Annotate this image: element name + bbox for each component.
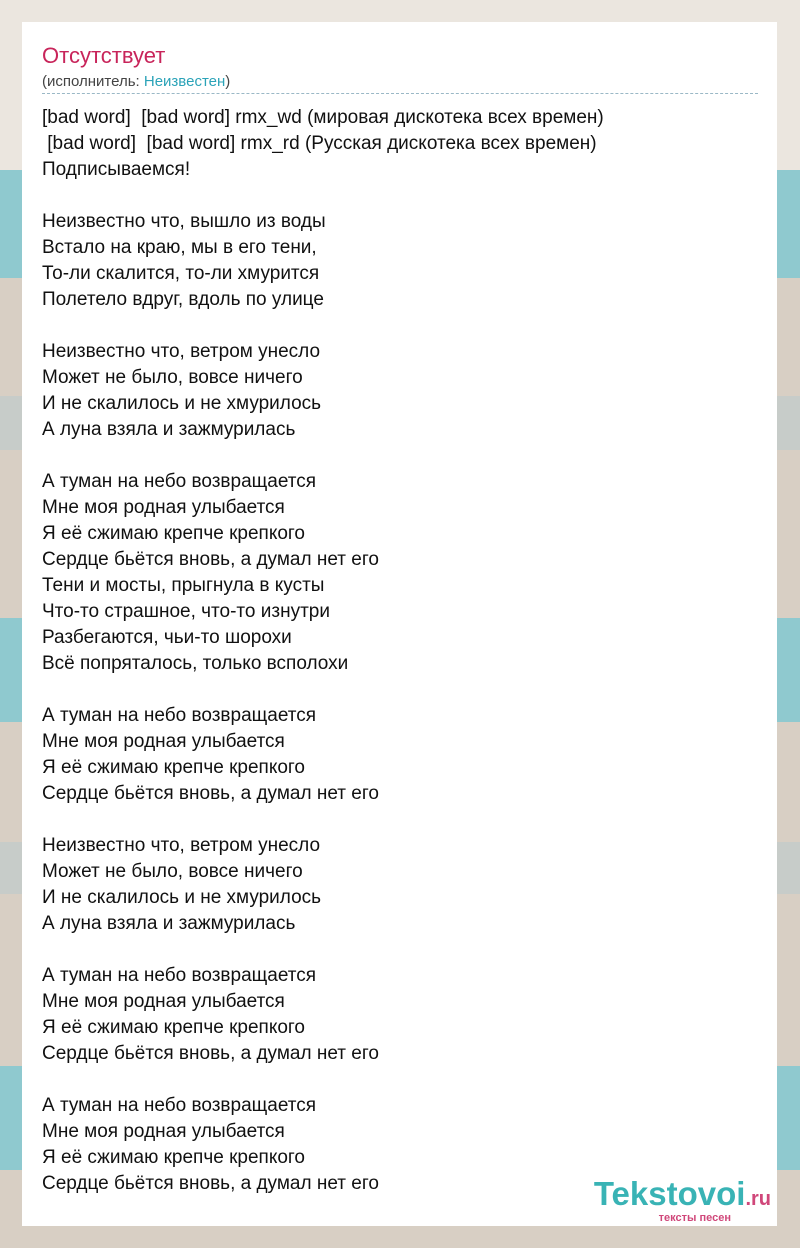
lyric-line: И не скалилось и не хмурилось — [42, 393, 322, 414]
stanza-gap — [42, 313, 758, 339]
artist-suffix: ) — [225, 73, 231, 90]
stanza-gap — [42, 443, 758, 469]
lyric-line: Может не было, вовсе ничего — [42, 367, 303, 388]
lyric-line: Сердце бьётся вновь, а думал нет его — [42, 549, 379, 570]
lyric-line: А луна взяла и зажмурилась — [42, 419, 296, 440]
lyric-line: Сердце бьётся вновь, а думал нет его — [42, 1173, 379, 1194]
lyric-line: Я её сжимаю крепче крепкого — [42, 523, 305, 544]
lyric-line: Разбегаются, чьи-то шорохи — [42, 627, 292, 648]
lyric-line: Что-то страшное, что-то изнутри — [42, 601, 330, 622]
lyric-line: Неизвестно что, ветром унесло — [42, 835, 321, 856]
lyric-line: Неизвестно что, вышло из воды — [42, 211, 326, 232]
lyric-line: Полетело вдруг, вдоль по улице — [42, 289, 324, 310]
stanza-gap — [42, 937, 758, 963]
lyric-line: Тени и мосты, прыгнула в кусты — [42, 575, 325, 596]
lyric-line: То-ли скалится, то-ли хмурится — [42, 263, 320, 284]
lyric-line: А туман на небо возвращается — [42, 965, 317, 986]
artist-prefix: (исполнитель: — [42, 73, 144, 90]
stanza-gap — [42, 677, 758, 703]
dashed-divider — [42, 93, 758, 94]
lyric-line: Сердце бьётся вновь, а думал нет его — [42, 1043, 379, 1064]
lyric-line: Может не было, вовсе ничего — [42, 861, 303, 882]
song-title: Отсутствует — [42, 43, 166, 68]
lyric-line: Сердце бьётся вновь, а думал нет его — [42, 783, 379, 804]
lyric-line: А луна взяла и зажмурилась — [42, 913, 296, 934]
logo-name: Tekstovoi — [593, 1175, 746, 1212]
lyric-line: Неизвестно что, ветром унесло — [42, 341, 321, 362]
logo-tld: .ru — [745, 1188, 771, 1210]
lyric-line: [bad word] [bad word] rmx_wd (мировая дискотека всех времен) — [42, 107, 604, 128]
lyrics-body — [42, 105, 758, 1197]
lyric-line: Я её сжимаю крепче крепкого — [42, 1017, 305, 1038]
lyric-line: Я её сжимаю крепче крепкого — [42, 757, 305, 778]
lyric-line: Подписываемся! — [42, 159, 191, 180]
stanza-gap — [42, 183, 758, 209]
lyric-line: Мне моя родная улыбается — [42, 497, 285, 518]
lyric-line: Мне моя родная улыбается — [42, 731, 285, 752]
lyric-line: Мне моя родная улыбается — [42, 1121, 285, 1142]
lyric-line: Мне моя родная улыбается — [42, 991, 285, 1012]
lyric-line: Всё попряталось, только всполохи — [42, 653, 349, 674]
artist-link[interactable]: Неизвестен — [143, 73, 226, 90]
stanza-gap — [42, 1067, 758, 1093]
artist-line — [42, 72, 230, 92]
lyric-line: Встало на краю, мы в его тени, — [42, 237, 317, 258]
lyric-line: И не скалилось и не хмурилось — [42, 887, 322, 908]
lyric-line: А туман на небо возвращается — [42, 705, 317, 726]
lyric-line: [bad word] [bad word] rmx_rd (Русская дискотека всех времен) — [42, 133, 597, 154]
lyric-line: Я её сжимаю крепче крепкого — [42, 1147, 305, 1168]
site-logo[interactable] — [594, 1177, 771, 1224]
lyric-line: А туман на небо возвращается — [42, 1095, 317, 1116]
stanza-gap — [42, 807, 758, 833]
lyrics-card — [22, 22, 777, 1226]
lyric-line: А туман на небо возвращается — [42, 471, 317, 492]
logo-tagline: тексты песен — [658, 1212, 731, 1224]
